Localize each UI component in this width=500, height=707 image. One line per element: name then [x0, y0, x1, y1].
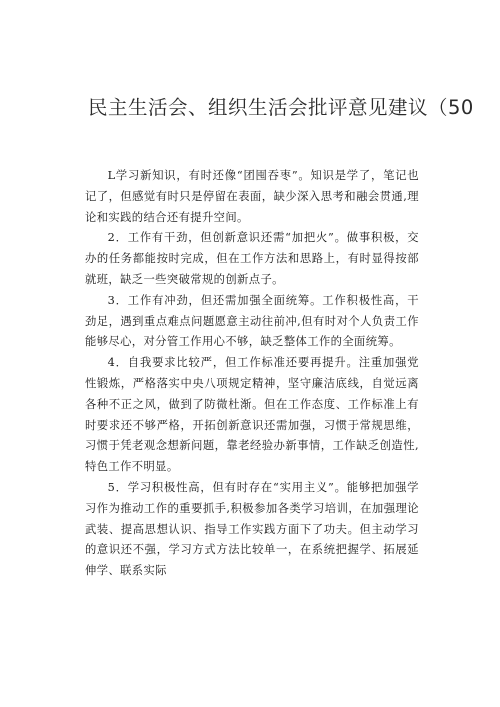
paragraph-4: 4．自我要求比较严，但工作标准还要再提升。注重加强党性锻炼，严格落实中央八项规定精神，坚守廉洁底线，自觉远离各种不正之风，做到了防微杜渐。但在工作态度、工作标准上有时要求还不够严格，开拓创新意识还需加强，习惯于常规思维，习惯于凭老观念想新问题，靠老经验办新事情，工作缺乏创造性,特色工作不明显。 — [85, 356, 419, 474]
document-body — [85, 166, 419, 582]
paragraph-1: L学习新知识，有时还像“团囤吞枣”。知识是学了，笔记也记了，但感觉有时只是停留在表面，缺少深入思考和融会贯通,理论和实践的结合还有提升空间。 — [85, 169, 419, 224]
document-title: 民主生活会、组织生活会批评意见建议（50 — [88, 96, 474, 119]
paragraph-3: 3．工作有冲劲，但还需加强全面统筹。工作积极性高，干劲足，遇到重点难点问题愿意主动往前冲,但有时对个人负责工作能够尽心，对分管工作用心不够，缺乏整体工作的全面统筹。 — [85, 293, 419, 349]
paragraph-2: 2．工作有干劲，但创新意识还需“加把火”。做事积极，交办的任务都能按时完成，但在工作方法和思路上，有时显得按部就班，缺乏一些突破常规的创新点子。 — [85, 231, 419, 286]
paragraph-5: 5．学习积极性高，但有时存在“实用主义”。能够把加强学习作为推动工作的重要抓手,积极参加各类学习培训，在加强理论武装、提高思想认识、指导工作实践方面下了功夫。但主动学习的意识还不强，学习方式方法比较单一，在系统把握学、拓展延伸学、联系实际 — [85, 480, 419, 578]
